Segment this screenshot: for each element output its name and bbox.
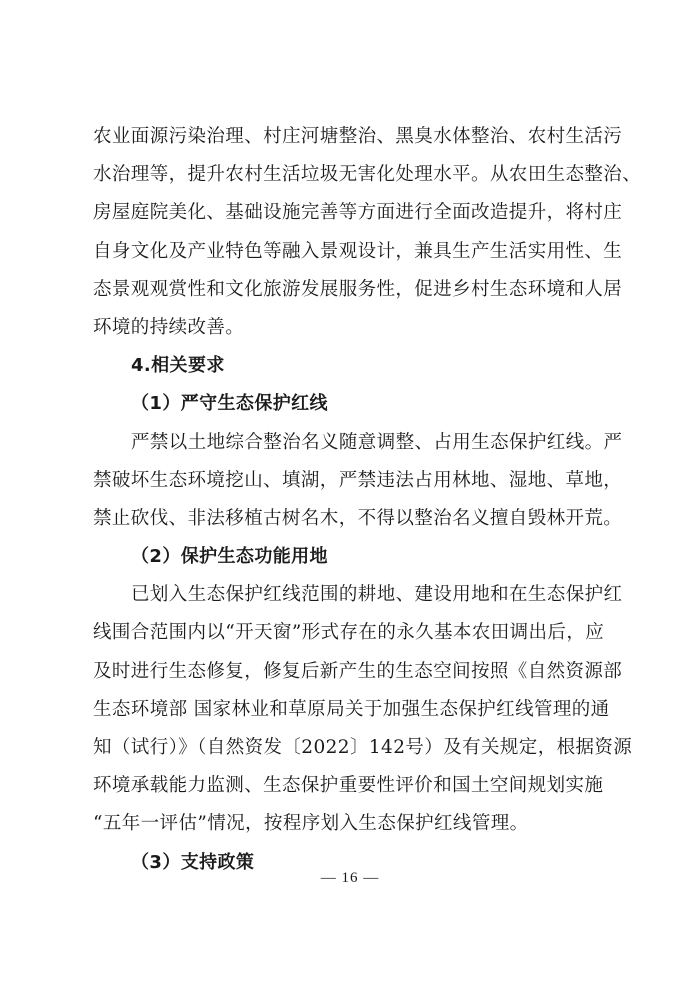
text-line-16: 生态环境部 国家林业和草原局关于加强生态保护红线管理的通 — [93, 698, 610, 720]
body-text — [93, 118, 642, 882]
text-line-13: 已划入生态保护红线范围的耕地、建设用地和在生态保护红 — [131, 584, 623, 606]
subsection-heading-3: （3）支持政策 — [131, 851, 255, 873]
page-number: — 16 — — [320, 870, 380, 886]
section-heading-requirements: 4.相关要求 — [131, 355, 225, 377]
text-line-11: 禁止砍伐、非法移植古树名木，不得以整治名义擅自毁林开荒。 — [93, 507, 623, 529]
subsection-heading-1: （1）严守生态保护红线 — [131, 393, 328, 415]
text-line-15: 及时进行生态修复，修复后新产生的生态空间按照《自然资源部 — [93, 660, 623, 682]
text-line-5: 态景观观赏性和文化旅游发展服务性，促进乡村生态环境和人居 — [93, 278, 623, 300]
text-line-6: 环境的持续改善。 — [93, 316, 245, 338]
text-line-17: 知（试行）》（自然资发〔2022〕142号）及有关规定，根据资源 — [93, 737, 633, 758]
text-line-1: 农业面源污染治理、村庄河塘整治、黑臭水体整治、农村生活污 — [93, 126, 623, 147]
text-line-3: 房屋庭院美化、基础设施完善等方面进行全面改造提升，将村庄 — [93, 202, 623, 224]
text-line-2: 水治理等，提升农村生活垃圾无害化处理水平。从农田生态整治、 — [93, 164, 642, 186]
text-line-10: 禁破坏生态环境挖山、填湖，严禁违法占用林地、湿地、草地， — [93, 469, 623, 491]
text-line-4: 自身文化及产业特色等融入景观设计，兼具生产生活实用性、生 — [93, 240, 623, 262]
text-line-14: 线围合范围内以“开天窗”形式存在的永久基本农田调出后，应 — [93, 622, 605, 644]
text-line-18: 环境承载能力监测、生态保护重要性评价和国土空间规划实施 — [93, 775, 604, 797]
text-line-9: 严禁以土地综合整治名义随意调整、占用生态保护红线。严 — [131, 431, 623, 453]
text-line-19: “五年一评估”情况，按程序划入生态保护红线管理。 — [93, 813, 529, 835]
subsection-heading-2: （2）保护生态功能用地 — [131, 546, 328, 568]
